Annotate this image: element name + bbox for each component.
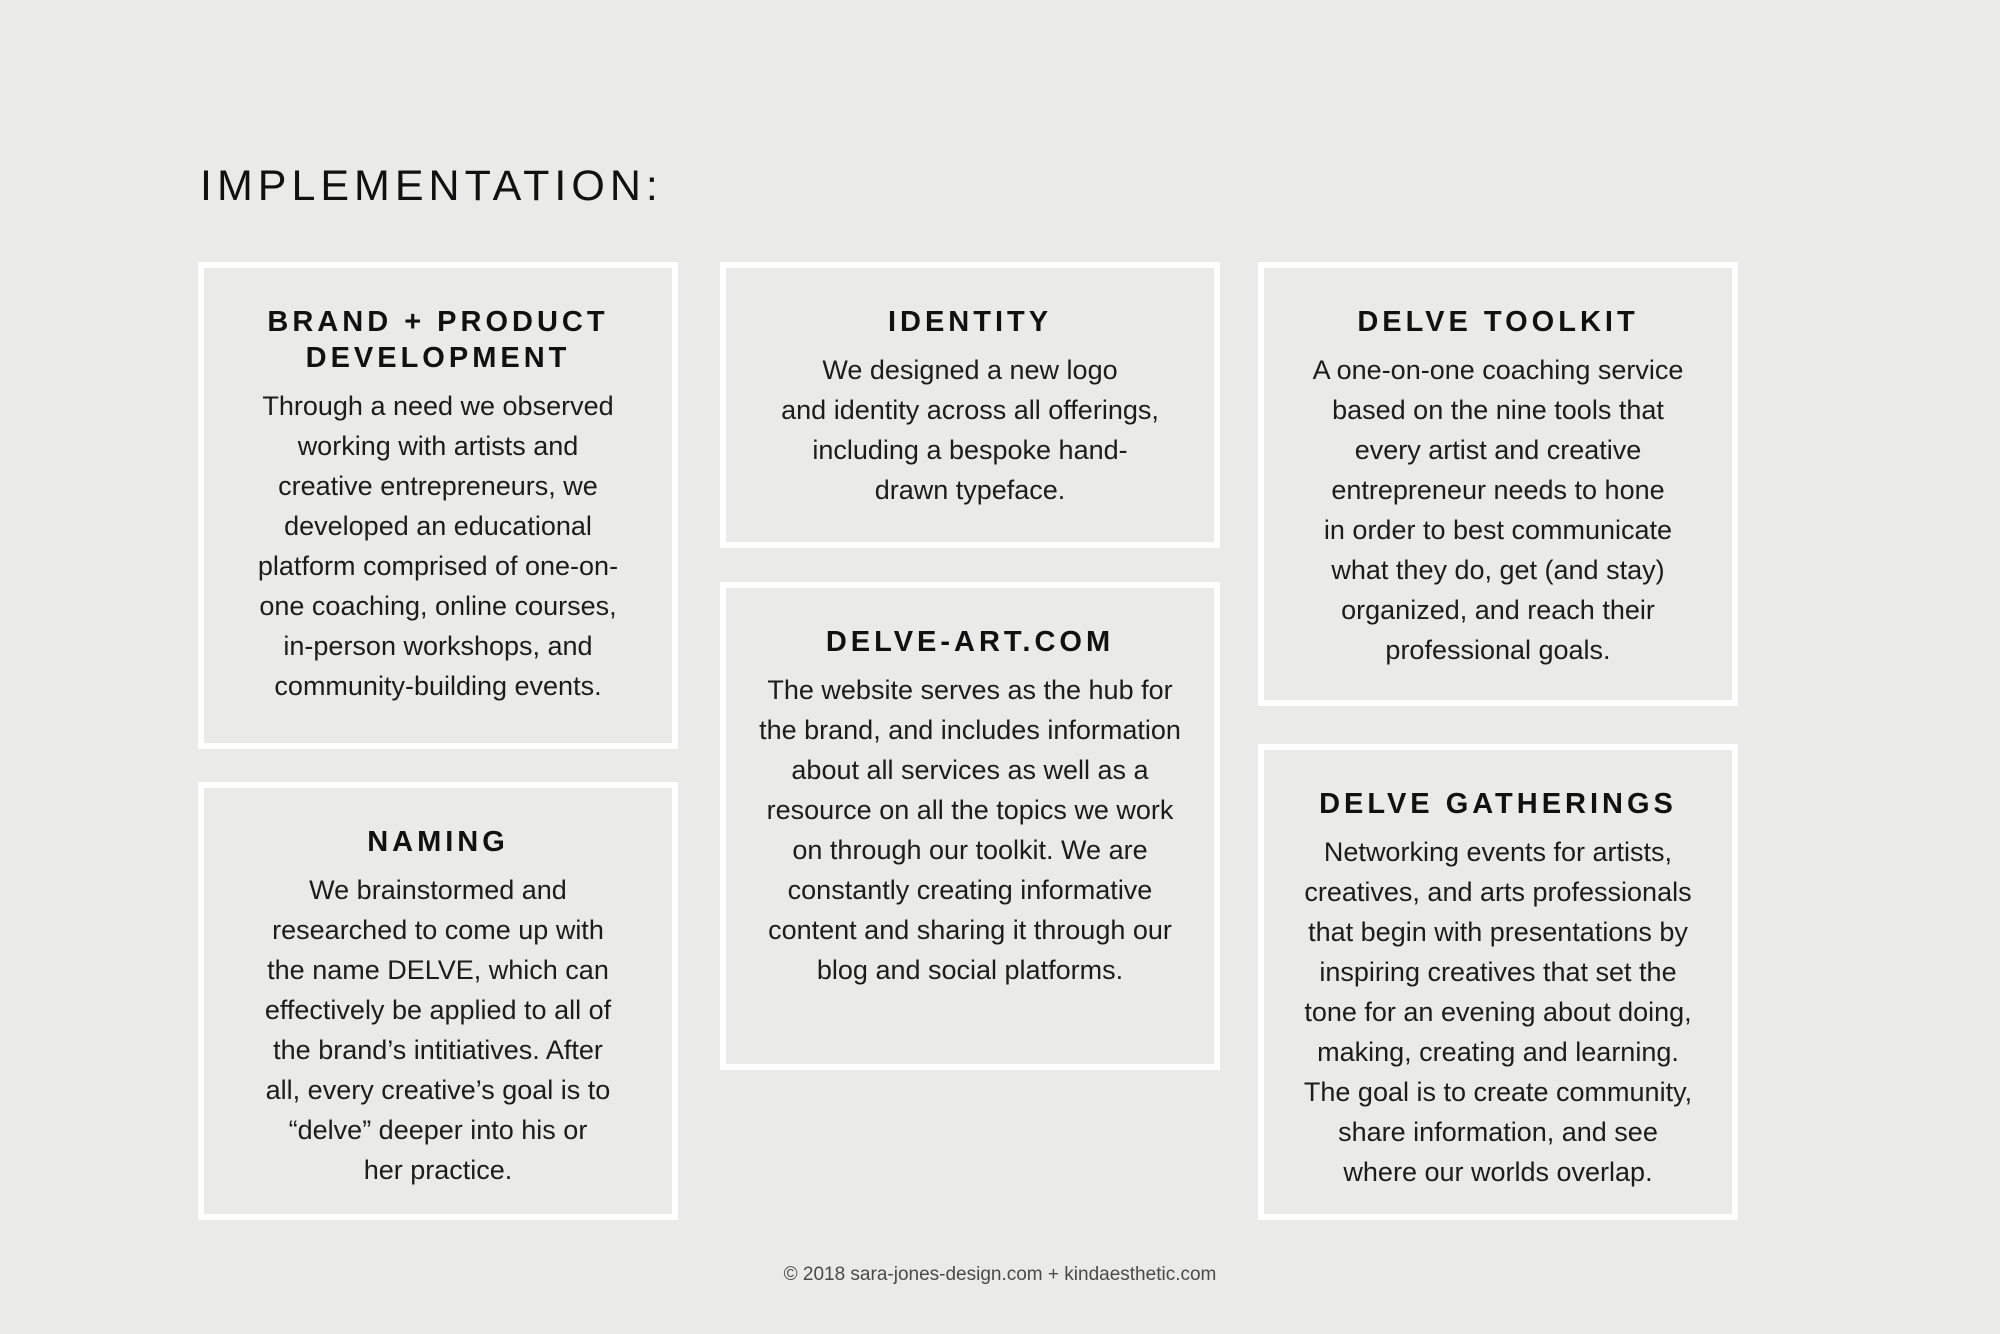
card-title (1294, 786, 1702, 822)
body-line: creative entrepreneurs, we (278, 471, 598, 501)
card-naming (198, 782, 678, 1220)
body-line: working with artists and (297, 431, 579, 461)
body-line: about all services as well as a (791, 755, 1149, 785)
card-brand-product-development (198, 262, 678, 749)
card-delve-art-com (720, 582, 1220, 1070)
body-line: developed an educational (284, 511, 592, 541)
body-line: and identity across all offerings, (781, 395, 1159, 425)
card-title (1294, 304, 1702, 340)
body-line: blog and social platforms. (816, 955, 1124, 985)
body-line: The goal is to create community, (1303, 1077, 1693, 1107)
card-title-line: IDENTITY (887, 306, 1053, 338)
body-line: her practice. (363, 1155, 513, 1185)
body-line: We designed a new logo (822, 355, 1118, 385)
card-body (234, 386, 642, 706)
body-line: community-building events. (274, 671, 602, 701)
body-line: what they do, get (and stay) (1331, 555, 1665, 585)
body-line: in order to best communicate (1323, 515, 1673, 545)
body-line: based on the nine tools that (1332, 395, 1664, 425)
card-title-line: NAMING (367, 826, 509, 858)
body-line: professional goals. (1385, 635, 1611, 665)
body-line: resource on all the topics we work (766, 795, 1174, 825)
body-line: constantly creating informative (787, 875, 1153, 905)
card-title-line: DELVE-ART.COM (825, 626, 1115, 658)
body-line: We brainstormed and (309, 875, 567, 905)
card-delve-toolkit (1258, 262, 1738, 706)
body-line: creatives, and arts professionals (1304, 877, 1692, 907)
body-line: platform comprised of one-on- (257, 551, 619, 581)
body-line: the brand, and includes information (759, 715, 1181, 745)
footer-copyright: © 2018 sara-jones-design.com + kindaesthetic.com (783, 1264, 1217, 1285)
card-body (756, 350, 1184, 510)
body-line: that begin with presentations by (1308, 917, 1688, 947)
body-line: Networking events for artists, (1323, 837, 1673, 867)
card-title (756, 624, 1184, 660)
card-body (756, 670, 1184, 990)
card-body (1294, 832, 1702, 1192)
card-identity (720, 262, 1220, 548)
card-body (234, 870, 642, 1190)
card-title (234, 304, 642, 376)
body-line: “delve” deeper into his or (288, 1115, 588, 1145)
card-title (756, 304, 1184, 340)
card-title-line: DELVE TOOLKIT (1357, 306, 1639, 338)
card-title-line: BRAND + PRODUCT (267, 306, 609, 338)
body-line: content and sharing it through our (768, 915, 1172, 945)
body-line: including a bespoke hand- (812, 435, 1128, 465)
card-title (234, 824, 642, 860)
body-line: one coaching, online courses, (259, 591, 617, 621)
body-line: researched to come up with (272, 915, 604, 945)
body-line: tone for an evening about doing, (1304, 997, 1692, 1027)
body-line: Through a need we observed (262, 391, 614, 421)
body-line: every artist and creative (1354, 435, 1642, 465)
body-line: in-person workshops, and (283, 631, 593, 661)
card-title-line: DELVE GATHERINGS (1319, 788, 1677, 820)
body-line: all, every creative’s goal is to (265, 1075, 611, 1105)
body-line: The website serves as the hub for (767, 675, 1173, 705)
page-title: IMPLEMENTATION: (200, 162, 663, 210)
body-line: on through our toolkit. We are (792, 835, 1148, 865)
body-line: effectively be applied to all of (264, 995, 612, 1025)
card-body (1294, 350, 1702, 670)
card-title-line: DEVELOPMENT (305, 342, 571, 374)
body-line: A one-on-one coaching service (1312, 355, 1684, 385)
body-line: share information, and see (1338, 1117, 1658, 1147)
body-line: entrepreneur needs to hone (1331, 475, 1665, 505)
body-line: the brand’s intitiatives. After (273, 1035, 603, 1065)
card-delve-gatherings (1258, 744, 1738, 1220)
body-line: the name DELVE, which can (267, 955, 609, 985)
body-line: making, creating and learning. (1317, 1037, 1679, 1067)
body-line: where our worlds overlap. (1343, 1157, 1653, 1187)
body-line: inspiring creatives that set the (1319, 957, 1677, 987)
body-line: drawn typeface. (874, 475, 1066, 505)
body-line: organized, and reach their (1341, 595, 1655, 625)
